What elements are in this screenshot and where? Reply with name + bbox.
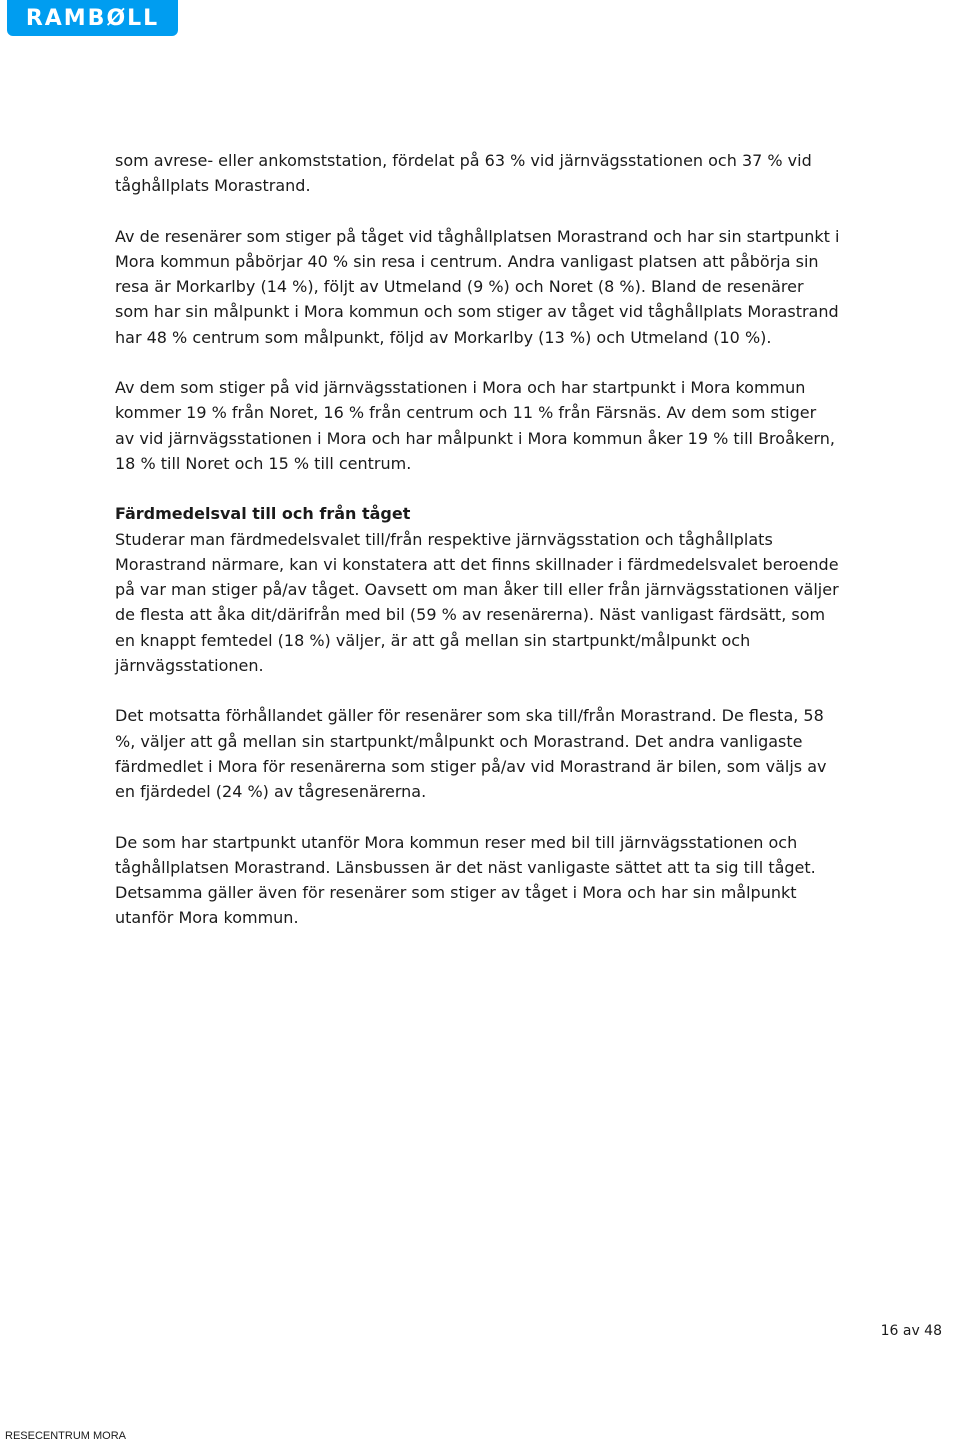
document-body <box>115 148 840 931</box>
paragraph-4: Studerar man färdmedelsvalet till/från respektive järnvägsstation och tåghållplats Morastrand närmare, kan vi konstatera att det finns skillnader i färdmedelsvalet beroende på var man stiger på/av tåget. Oavsett om man åker till eller från järnvägsstationen väljer de flesta att åka dit/därifrån med bil (59 % av resenärerna). Näst vanligast färdsätt, som en knappt femtedel (18 %) väljer, är att gå mellan sin startpunkt/målpunkt och järnvägsstationen. <box>115 529 839 676</box>
paragraph-3: Av dem som stiger på vid järnvägsstationen i Mora och har startpunkt i Mora kommun kommer 19 % från Noret, 16 % från centrum och 11 % från Färsnäs. Av dem som stiger av vid järnvägsstationen i Mora och har målpunkt i Mora kommun åker 19 % till Broåkern, 18 % till Noret och 15 % till centrum. <box>115 378 835 473</box>
logo-text: RAMBØLL <box>25 5 160 31</box>
page-number: 16 av 48 <box>880 1323 942 1339</box>
paragraph-6: De som har startpunkt utanför Mora kommun reser med bil till järnvägsstationen och tåghållplatsen Morastrand. Länsbussen är det näst vanligaste sättet att ta sig till tåget. Detsamma gäller även för resenärer som stiger av tåget i Mora och har sin målpunkt utanför Mora kommun. <box>115 832 816 928</box>
paragraph-1: som avrese- eller ankomststation, fördelat på 63 % vid järnvägsstationen och 37 % vid tåghållplats Morastrand. <box>115 151 812 196</box>
ramboll-logo <box>7 0 178 36</box>
paragraph-2: Av de resenärer som stiger på tåget vid tåghållplatsen Morastrand och har sin startpunkt i Mora kommun påbörjar 40 % sin resa i centrum. Andra vanligast platsen att påbörja sin resa är Morkarlby (14 %), följt av Utmeland (9 %) och Noret (8 %). Bland de resenärer som har sin målpunkt i Mora kommun och som stiger av tåget vid tåghållplats Morastrand har 48 % centrum som målpunkt, följd av Morkarlby (13 %) och Utmeland (10 %). <box>115 226 840 347</box>
section-heading: Färdmedelsval till och från tåget <box>115 504 411 524</box>
footer-text: RESECENTRUM MORA <box>5 1430 127 1442</box>
paragraph-5: Det motsatta förhållandet gäller för resenärer som ska till/från Morastrand. De flesta, 58 %, väljer att gå mellan sin startpunkt/målpunkt och Morastrand. Det andra vanligaste färdmedlet i Mora för resenärerna som stiger på/av vid Morastrand är bilen, som väljs av en fjärdedel (24 %) av tågresenärerna. <box>115 706 827 802</box>
